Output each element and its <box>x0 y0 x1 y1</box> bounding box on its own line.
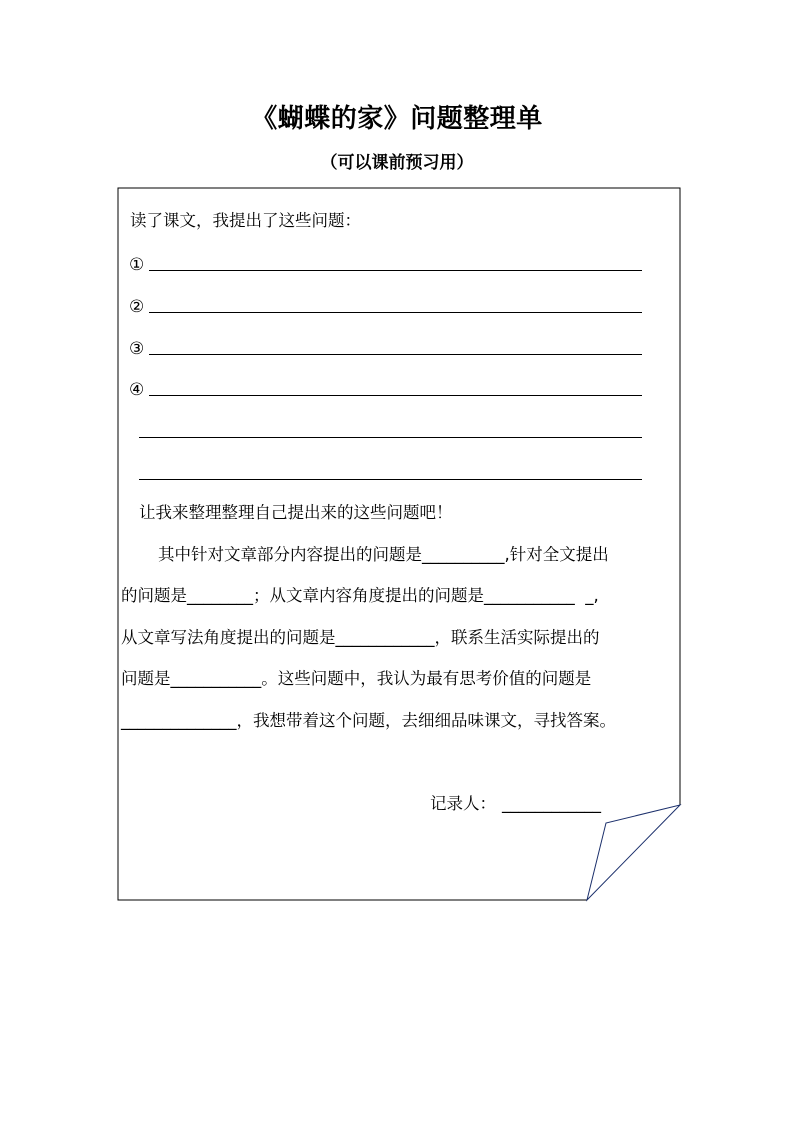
question-marker-1: ① <box>129 255 145 275</box>
question-answer-line-4[interactable] <box>149 395 642 396</box>
recorder-name-blank[interactable]: ____________ <box>502 794 601 813</box>
paragraph-line-1: 其中针对文章部分内容提出的问题是__________,针对全文提出 <box>158 545 609 564</box>
paragraph-line-3: 从文章写法角度提出的问题是____________，联系生活实际提出的 <box>121 628 600 647</box>
question-marker-2: ② <box>129 297 145 317</box>
question-answer-line-2[interactable] <box>149 312 642 313</box>
paragraph-line-4: 问题是___________。这些问题中，我认为最有思考价值的问题是 <box>121 669 592 688</box>
question-answer-line-1[interactable] <box>149 270 642 271</box>
folded-corner <box>587 805 680 900</box>
intro-text: 读了课文，我提出了这些问题： <box>130 211 361 230</box>
question-answer-line-3[interactable] <box>149 354 642 355</box>
page-subtitle: （可以课前预习用） <box>320 153 474 173</box>
recorder-label: 记录人： <box>430 794 496 813</box>
extra-answer-line-2[interactable] <box>139 479 642 480</box>
paragraph-line-5: ______________，我想带着这个问题，去细细品味课文，寻找答案。 <box>121 711 616 730</box>
paragraph-line-2: 的问题是________；从文章内容角度提出的问题是___________ _, <box>121 586 599 605</box>
organize-prompt: 让我来整理整理自己提出来的这些问题吧！ <box>139 503 453 522</box>
page-title: 《蝴蝶的家》问题整理单 <box>251 104 543 134</box>
question-marker-3: ③ <box>129 339 145 359</box>
extra-answer-line-1[interactable] <box>139 437 642 438</box>
question-marker-4: ④ <box>129 380 145 400</box>
